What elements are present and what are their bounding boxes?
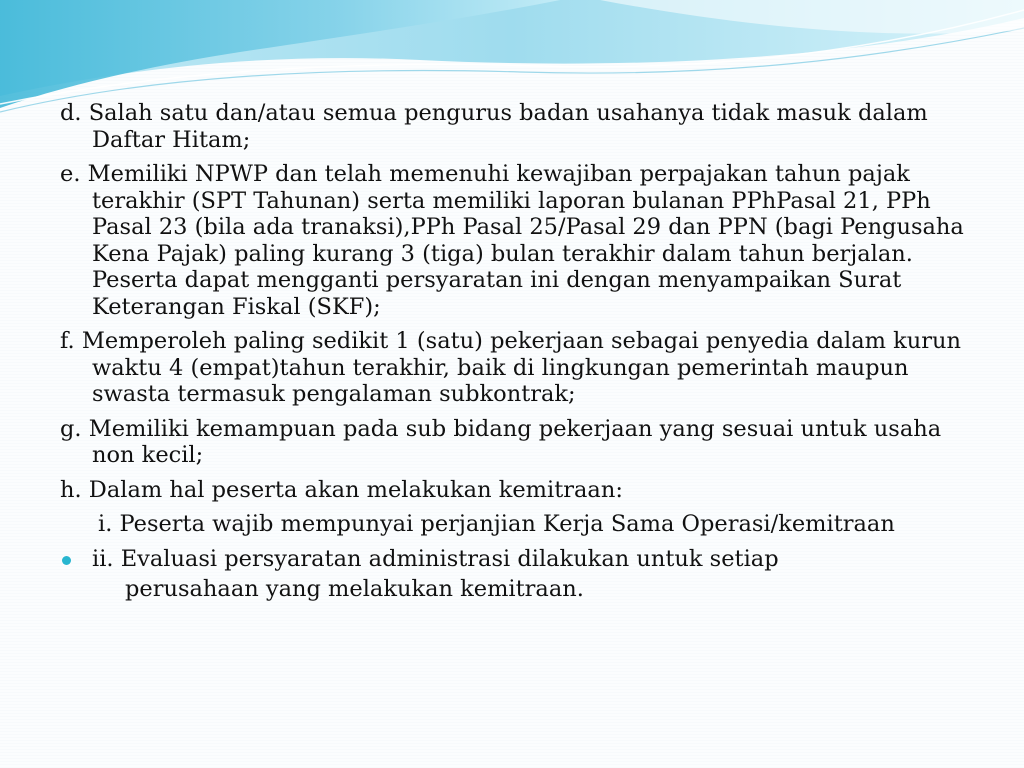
requirement-item-d: d. Salah satu dan/atau semua pengurus badan usahanya tidak masuk dalam Daftar Hitam; <box>60 100 928 153</box>
requirement-item-f: f. Memperoleh paling sedikit 1 (satu) pekerjaan sebagai penyedia dalam kurun waktu 4 (empat)tahun terakhir, baik di lingkungan pemerintah maupun swasta termasuk pengalaman subkontrak; <box>60 328 961 407</box>
bullet-dot-icon <box>62 556 71 565</box>
subitem-ii-line1: ii. Evaluasi persyaratan administrasi dilakukan untuk setiap <box>92 545 779 572</box>
subitem-ii-line2: perusahaan yang melakukan kemitraan. <box>125 576 584 602</box>
requirement-subitem-i: i. Peserta wajib mempunyai perjanjian Kerja Sama Operasi/kemitraan <box>98 511 895 537</box>
requirement-subitem-ii <box>60 546 965 573</box>
requirement-item-g: g. Memiliki kemampuan pada sub bidang pekerjaan yang sesuai untuk usaha non kecil; <box>60 415 942 468</box>
requirement-item-e: e. Memiliki NPWP dan telah memenuhi kewajiban perpajakan tahun pajak terakhir (SPT Tahunan) serta memiliki laporan bulanan PPhPasal 21, PPh Pasal 23 (bila ada tranaksi),PPh Pasal 25/Pasal 29 dan PPN (bagi Pengusaha Kena Pajak) paling kurang 3 (tiga) bulan terakhir dalam tahun berjalan. Peserta dapat mengganti persyaratan ini dengan menyampaikan Surat Keterangan Fiskal (SKF); <box>60 161 964 320</box>
slide-body-text <box>60 100 965 603</box>
requirement-item-h: h. Dalam hal peserta akan melakukan kemitraan: <box>60 476 623 503</box>
